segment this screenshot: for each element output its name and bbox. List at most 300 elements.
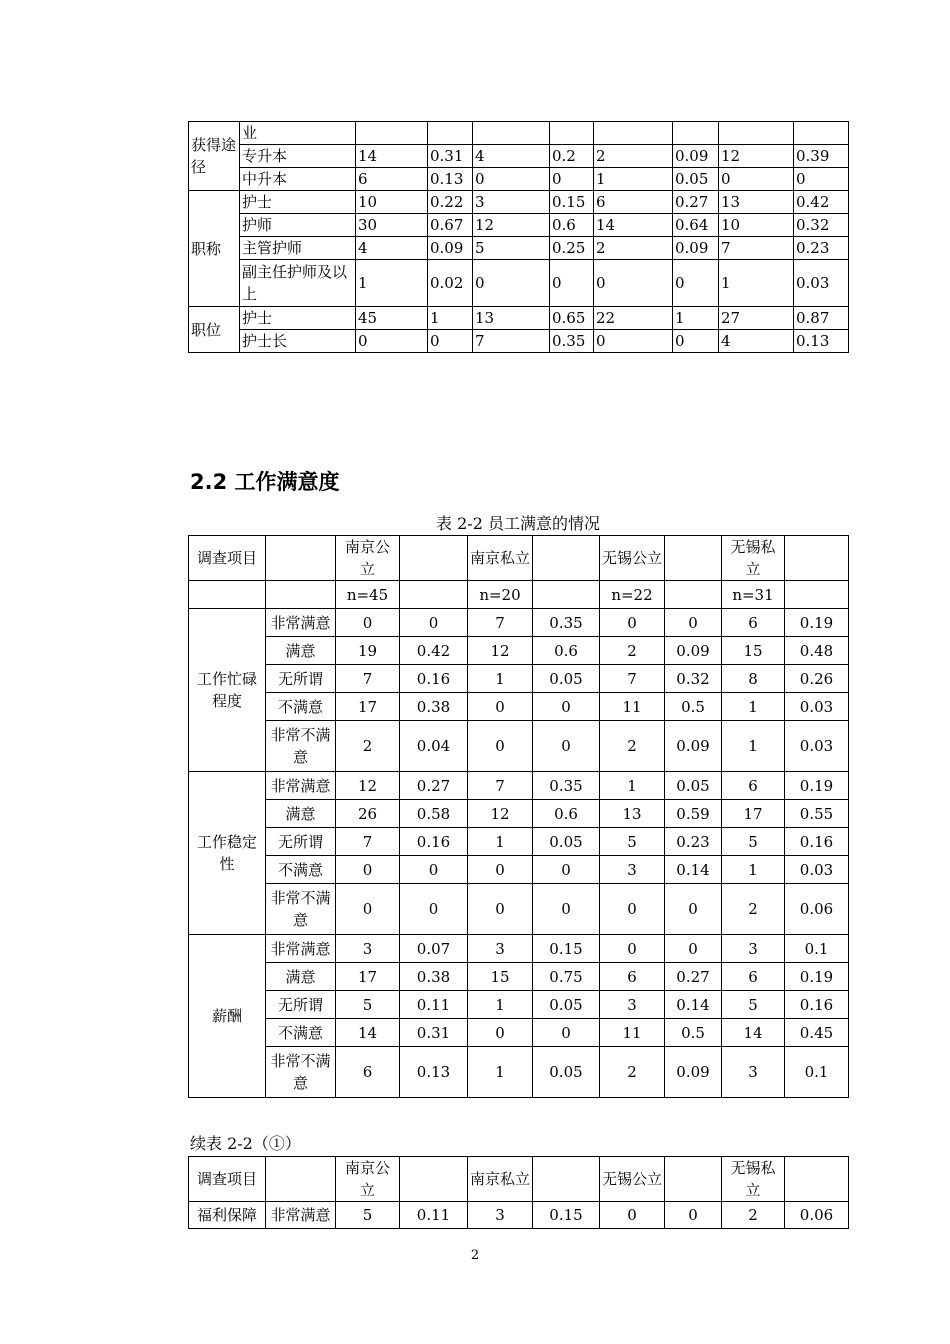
value-cell: 4 [719, 330, 794, 353]
value-cell: 0.39 [794, 145, 849, 168]
value-cell: 0.35 [533, 772, 600, 800]
value-cell: 0.32 [665, 665, 722, 693]
value-cell: 12 [719, 145, 794, 168]
table-row [189, 721, 849, 772]
item-label-cell: 护师 [240, 214, 356, 237]
value-cell: 0.19 [785, 772, 849, 800]
value-cell: 0 [400, 856, 468, 884]
value-cell: 0.5 [665, 693, 722, 721]
value-cell: 1 [594, 168, 673, 191]
header-cell: 调查项目 [189, 536, 266, 581]
value-cell: 1 [468, 665, 533, 693]
group-label-cell: 福利保障 [189, 1202, 266, 1229]
table-row [189, 693, 849, 721]
value-cell: 0.15 [533, 935, 600, 963]
value-cell: 0.32 [794, 214, 849, 237]
value-cell: 6 [722, 609, 785, 637]
value-cell: 19 [336, 637, 400, 665]
sample-size-cell: n=31 [722, 581, 785, 609]
value-cell: 0 [673, 330, 719, 353]
value-cell: 17 [336, 693, 400, 721]
table3-caption: 续表 2-2（①） [190, 1134, 301, 1153]
value-cell: 0 [533, 1019, 600, 1047]
table-education-title-position [188, 121, 849, 353]
value-cell: 0 [336, 884, 400, 935]
value-cell: 0 [533, 721, 600, 772]
value-cell: 0.13 [400, 1047, 468, 1098]
value-cell: 0.2 [550, 145, 594, 168]
table-row [189, 828, 849, 856]
value-cell: 0 [600, 609, 665, 637]
value-cell: 12 [473, 214, 550, 237]
value-cell: 10 [719, 214, 794, 237]
value-cell: 0.09 [665, 721, 722, 772]
sample-size-cell: n=20 [468, 581, 533, 609]
value-cell: 7 [468, 772, 533, 800]
header-cell [400, 1157, 468, 1202]
value-cell: 11 [600, 693, 665, 721]
header-cell: 南京公立 [336, 536, 400, 581]
value-cell: 0.05 [665, 772, 722, 800]
value-cell: 0 [665, 609, 722, 637]
header-cell: 无锡公立 [600, 536, 665, 581]
value-cell: 0.15 [533, 1202, 600, 1229]
value-cell: 0.31 [400, 1019, 468, 1047]
table-row [189, 609, 849, 637]
value-cell: 6 [722, 772, 785, 800]
value-cell: 0 [533, 693, 600, 721]
value-cell: 2 [722, 884, 785, 935]
header-cell [533, 536, 600, 581]
value-cell: 0.31 [428, 145, 473, 168]
value-cell: 3 [473, 191, 550, 214]
value-cell: 0.13 [794, 330, 849, 353]
sample-size-cell: n=45 [336, 581, 400, 609]
value-cell: 0 [533, 884, 600, 935]
value-cell: 0.09 [665, 1047, 722, 1098]
value-cell: 2 [722, 1202, 785, 1229]
value-cell: 0.38 [400, 693, 468, 721]
item-label-cell: 无所谓 [266, 991, 336, 1019]
value-cell: 0.15 [550, 191, 594, 214]
table-row [189, 122, 849, 145]
sample-size-cell [266, 581, 336, 609]
value-cell: 0.6 [550, 214, 594, 237]
value-cell: 7 [336, 665, 400, 693]
value-cell: 0 [794, 168, 849, 191]
sample-size-cell [400, 581, 468, 609]
value-cell: 6 [356, 168, 428, 191]
item-label-cell: 不满意 [266, 693, 336, 721]
value-cell: 0.65 [550, 307, 594, 330]
item-label-cell: 副主任护师及以上 [240, 260, 356, 307]
value-cell: 1 [356, 260, 428, 307]
value-cell: 5 [336, 1202, 400, 1229]
value-cell: 6 [722, 963, 785, 991]
value-cell: 13 [600, 800, 665, 828]
table-row [189, 963, 849, 991]
item-label-cell: 护士 [240, 307, 356, 330]
value-cell: 0.1 [785, 1047, 849, 1098]
value-cell: 0 [594, 260, 673, 307]
header-cell [665, 536, 722, 581]
value-cell: 5 [336, 991, 400, 1019]
value-cell: 0.09 [673, 237, 719, 260]
section-heading: 2.2 工作满意度 [190, 470, 340, 494]
value-cell: 3 [336, 935, 400, 963]
item-label-cell: 不满意 [266, 1019, 336, 1047]
value-cell: 0.07 [400, 935, 468, 963]
header-cell [785, 1157, 849, 1202]
value-cell: 0.42 [794, 191, 849, 214]
value-cell: 0.59 [665, 800, 722, 828]
table-row [189, 191, 849, 214]
item-label-cell: 无所谓 [266, 828, 336, 856]
header-cell: 无锡私立 [722, 1157, 785, 1202]
value-cell: 0.06 [785, 1202, 849, 1229]
value-cell: 0 [665, 1202, 722, 1229]
value-cell: 0 [550, 168, 594, 191]
value-cell: 0.09 [428, 237, 473, 260]
header-cell [266, 536, 336, 581]
value-cell: 0.1 [785, 935, 849, 963]
value-cell: 13 [719, 191, 794, 214]
header-row [189, 1157, 849, 1202]
value-cell: 0 [336, 856, 400, 884]
item-label-cell: 满意 [266, 800, 336, 828]
value-cell: 0 [356, 330, 428, 353]
value-cell: 0.16 [785, 828, 849, 856]
table-row [189, 665, 849, 693]
value-cell: 0.06 [785, 884, 849, 935]
value-cell: 0.6 [533, 637, 600, 665]
value-cell: 1 [468, 991, 533, 1019]
value-cell: 0 [428, 330, 473, 353]
value-cell: 0.14 [665, 991, 722, 1019]
header-cell [665, 1157, 722, 1202]
table-row [189, 260, 849, 307]
value-cell: 2 [600, 721, 665, 772]
value-cell [794, 122, 849, 145]
value-cell: 0 [468, 1019, 533, 1047]
value-cell [719, 122, 794, 145]
value-cell: 2 [600, 637, 665, 665]
item-label-cell: 满意 [266, 963, 336, 991]
value-cell: 0.14 [665, 856, 722, 884]
table-row [189, 330, 849, 353]
value-cell: 14 [722, 1019, 785, 1047]
value-cell: 0.05 [533, 991, 600, 1019]
group-label-cell: 职位 [189, 307, 240, 353]
value-cell: 1 [719, 260, 794, 307]
value-cell: 10 [356, 191, 428, 214]
sample-size-cell [533, 581, 600, 609]
value-cell [428, 122, 473, 145]
value-cell: 8 [722, 665, 785, 693]
value-cell [594, 122, 673, 145]
value-cell: 0.13 [428, 168, 473, 191]
item-label-cell: 非常不满意 [266, 721, 336, 772]
value-cell: 0.67 [428, 214, 473, 237]
value-cell: 0.03 [785, 721, 849, 772]
value-cell: 0.64 [673, 214, 719, 237]
table-satisfaction [188, 535, 849, 1098]
value-cell: 0.6 [533, 800, 600, 828]
value-cell: 0 [468, 856, 533, 884]
value-cell: 14 [356, 145, 428, 168]
item-label-cell: 不满意 [266, 856, 336, 884]
header-cell: 南京私立 [468, 1157, 533, 1202]
value-cell: 2 [594, 145, 673, 168]
value-cell: 0.26 [785, 665, 849, 693]
value-cell: 5 [722, 991, 785, 1019]
value-cell: 4 [356, 237, 428, 260]
value-cell: 0.19 [785, 963, 849, 991]
value-cell: 0.25 [550, 237, 594, 260]
value-cell: 0.11 [400, 1202, 468, 1229]
value-cell: 11 [600, 1019, 665, 1047]
header-cell: 南京公立 [336, 1157, 400, 1202]
table-row [189, 307, 849, 330]
value-cell: 17 [336, 963, 400, 991]
table-row [189, 637, 849, 665]
value-cell: 0.16 [785, 991, 849, 1019]
value-cell: 3 [722, 1047, 785, 1098]
header-cell: 无锡公立 [600, 1157, 665, 1202]
value-cell: 3 [600, 991, 665, 1019]
table-row [189, 168, 849, 191]
value-cell: 1 [722, 856, 785, 884]
table1-body [189, 122, 849, 353]
value-cell: 27 [719, 307, 794, 330]
value-cell: 22 [594, 307, 673, 330]
value-cell: 0.5 [665, 1019, 722, 1047]
value-cell: 2 [594, 237, 673, 260]
value-cell: 15 [722, 637, 785, 665]
value-cell: 0.87 [794, 307, 849, 330]
group-label-cell: 获得途径 [189, 122, 240, 191]
value-cell: 12 [336, 772, 400, 800]
item-label-cell: 非常满意 [266, 935, 336, 963]
item-label-cell: 满意 [266, 637, 336, 665]
item-label-cell: 护士长 [240, 330, 356, 353]
value-cell: 3 [468, 1202, 533, 1229]
value-cell: 0 [600, 884, 665, 935]
group-label-cell: 工作忙碌程度 [189, 609, 266, 772]
header-cell: 无锡私立 [722, 536, 785, 581]
table-row [189, 1202, 849, 1229]
value-cell: 0 [665, 935, 722, 963]
value-cell: 6 [594, 191, 673, 214]
value-cell: 3 [722, 935, 785, 963]
value-cell: 0.58 [400, 800, 468, 828]
value-cell: 0 [468, 884, 533, 935]
value-cell: 0.23 [665, 828, 722, 856]
value-cell: 0 [400, 884, 468, 935]
value-cell: 15 [468, 963, 533, 991]
value-cell [550, 122, 594, 145]
table-row [189, 214, 849, 237]
header-row [189, 536, 849, 581]
group-label-cell: 职称 [189, 191, 240, 307]
table-row [189, 856, 849, 884]
value-cell: 0 [533, 856, 600, 884]
value-cell: 2 [600, 1047, 665, 1098]
value-cell: 7 [719, 237, 794, 260]
value-cell: 0 [600, 1202, 665, 1229]
table-row [189, 772, 849, 800]
page-number: 2 [470, 1248, 480, 1263]
value-cell: 0.75 [533, 963, 600, 991]
header-cell: 调查项目 [189, 1157, 266, 1202]
value-cell: 4 [473, 145, 550, 168]
value-cell: 0.11 [400, 991, 468, 1019]
item-label-cell: 专升本 [240, 145, 356, 168]
value-cell: 0.27 [673, 191, 719, 214]
value-cell: 0.19 [785, 609, 849, 637]
value-cell: 0 [550, 260, 594, 307]
sample-size-cell: n=22 [600, 581, 665, 609]
value-cell: 3 [468, 935, 533, 963]
value-cell: 0 [468, 693, 533, 721]
value-cell: 1 [673, 307, 719, 330]
table2-body [189, 536, 849, 1098]
table-row [189, 145, 849, 168]
value-cell: 0 [594, 330, 673, 353]
value-cell: 1 [468, 1047, 533, 1098]
table-row [189, 935, 849, 963]
value-cell: 7 [468, 609, 533, 637]
value-cell: 1 [722, 721, 785, 772]
value-cell: 0.09 [673, 145, 719, 168]
value-cell: 0 [400, 609, 468, 637]
value-cell: 0.16 [400, 665, 468, 693]
item-label-cell: 非常满意 [266, 1202, 336, 1229]
value-cell: 0.03 [785, 856, 849, 884]
value-cell: 12 [468, 637, 533, 665]
item-label-cell: 无所谓 [266, 665, 336, 693]
table3-body [189, 1157, 849, 1229]
value-cell: 0.05 [533, 828, 600, 856]
value-cell: 14 [336, 1019, 400, 1047]
value-cell: 0.16 [400, 828, 468, 856]
value-cell: 5 [473, 237, 550, 260]
value-cell: 7 [600, 665, 665, 693]
value-cell: 12 [468, 800, 533, 828]
value-cell: 7 [336, 828, 400, 856]
value-cell: 0 [336, 609, 400, 637]
header-cell [533, 1157, 600, 1202]
value-cell: 0.05 [673, 168, 719, 191]
value-cell: 13 [473, 307, 550, 330]
value-cell: 0.03 [794, 260, 849, 307]
table-row [189, 1047, 849, 1098]
header-cell [400, 536, 468, 581]
value-cell: 1 [428, 307, 473, 330]
item-label-cell: 中升本 [240, 168, 356, 191]
group-label-cell: 工作稳定性 [189, 772, 266, 935]
value-cell: 0.02 [428, 260, 473, 307]
value-cell: 0.04 [400, 721, 468, 772]
value-cell: 26 [336, 800, 400, 828]
value-cell: 1 [600, 772, 665, 800]
sample-size-cell [665, 581, 722, 609]
value-cell [673, 122, 719, 145]
value-cell: 0.03 [785, 693, 849, 721]
table2-caption: 表 2-2 员工满意的情况 [436, 514, 600, 533]
sample-size-cell [785, 581, 849, 609]
value-cell: 0 [673, 260, 719, 307]
table-row [189, 991, 849, 1019]
item-label-cell: 非常满意 [266, 609, 336, 637]
value-cell: 1 [468, 828, 533, 856]
table-row [189, 800, 849, 828]
value-cell: 30 [356, 214, 428, 237]
value-cell: 0 [719, 168, 794, 191]
value-cell: 0 [665, 884, 722, 935]
value-cell: 5 [722, 828, 785, 856]
value-cell: 2 [336, 721, 400, 772]
value-cell: 3 [600, 856, 665, 884]
item-label-cell: 护士 [240, 191, 356, 214]
value-cell: 0.22 [428, 191, 473, 214]
item-label-cell: 主管护师 [240, 237, 356, 260]
value-cell: 0.09 [665, 637, 722, 665]
value-cell: 0 [473, 168, 550, 191]
value-cell: 0.05 [533, 1047, 600, 1098]
value-cell [473, 122, 550, 145]
value-cell: 0.55 [785, 800, 849, 828]
item-label-cell: 非常满意 [266, 772, 336, 800]
value-cell: 0 [468, 721, 533, 772]
value-cell: 0.48 [785, 637, 849, 665]
item-label-cell: 非常不满意 [266, 884, 336, 935]
table-row [189, 884, 849, 935]
value-cell: 7 [473, 330, 550, 353]
value-cell: 0.35 [533, 609, 600, 637]
header-cell [266, 1157, 336, 1202]
value-cell: 0.38 [400, 963, 468, 991]
value-cell: 0.05 [533, 665, 600, 693]
value-cell: 0.27 [665, 963, 722, 991]
value-cell: 17 [722, 800, 785, 828]
sample-size-row [189, 581, 849, 609]
value-cell: 0.35 [550, 330, 594, 353]
value-cell: 0 [600, 935, 665, 963]
sample-size-cell [189, 581, 266, 609]
table-satisfaction-continued [188, 1156, 849, 1229]
value-cell: 0.27 [400, 772, 468, 800]
value-cell: 0.42 [400, 637, 468, 665]
value-cell [356, 122, 428, 145]
value-cell: 6 [336, 1047, 400, 1098]
value-cell: 0.45 [785, 1019, 849, 1047]
header-cell [785, 536, 849, 581]
table-row [189, 1019, 849, 1047]
value-cell: 0 [473, 260, 550, 307]
header-cell: 南京私立 [468, 536, 533, 581]
value-cell: 14 [594, 214, 673, 237]
value-cell: 45 [356, 307, 428, 330]
group-label-cell: 薪酬 [189, 935, 266, 1098]
value-cell: 1 [722, 693, 785, 721]
table-row [189, 237, 849, 260]
item-label-cell: 非常不满意 [266, 1047, 336, 1098]
value-cell: 6 [600, 963, 665, 991]
value-cell: 5 [600, 828, 665, 856]
item-label-cell: 业 [240, 122, 356, 145]
value-cell: 0.23 [794, 237, 849, 260]
